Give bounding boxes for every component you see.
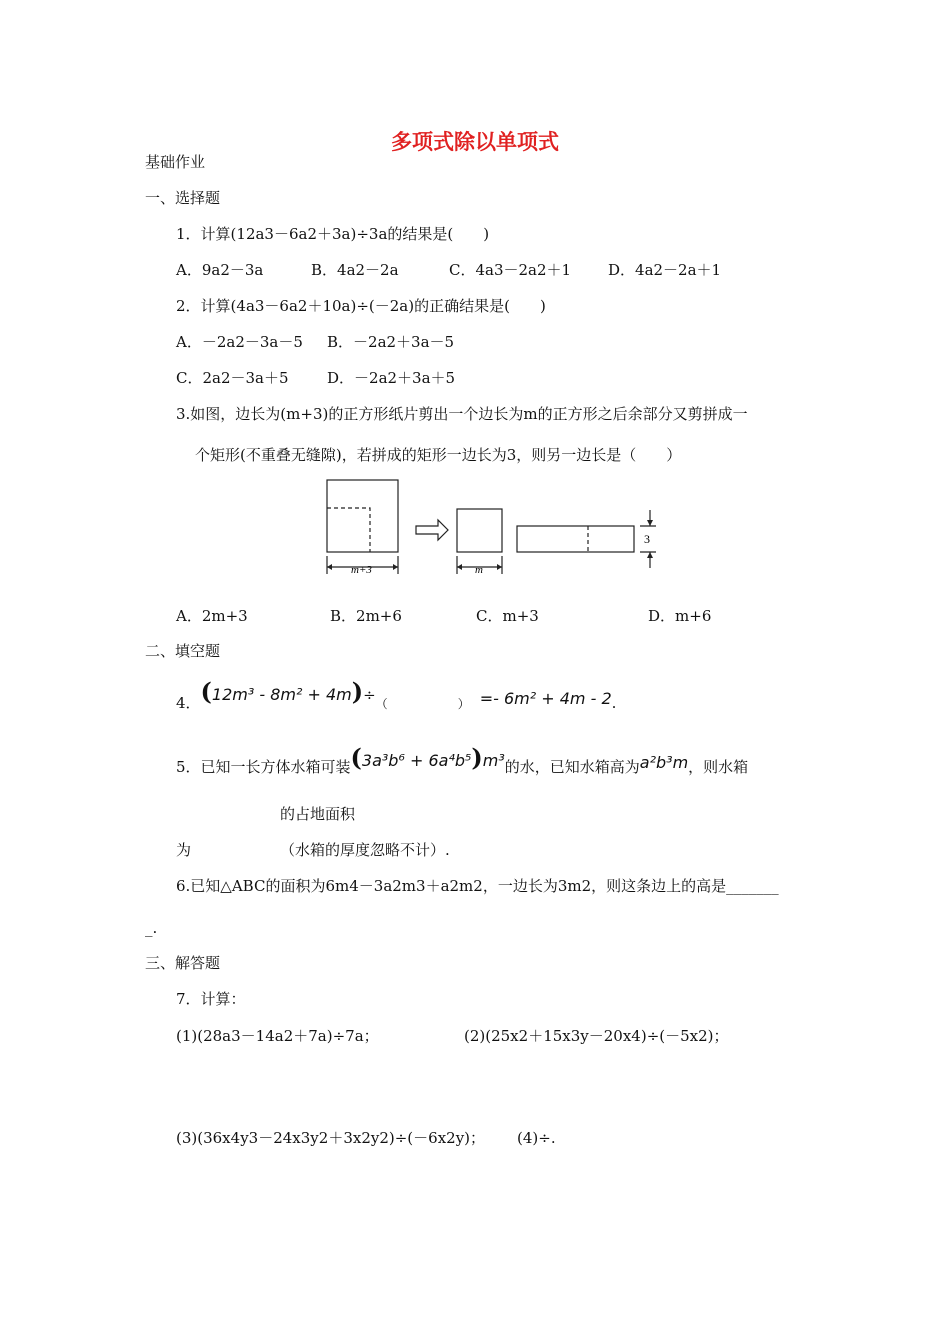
q7-part3: (3)(36x4y3－24x3y2＋3x2y2)÷(－6x2y)； (176, 1129, 486, 1147)
q4-divide-sign: ÷ (363, 686, 376, 704)
q7-part2: (2)(25x2＋15x3y－20x4)÷(－5x2)； (464, 1027, 729, 1045)
q2-option-b: B．－2a2＋3a－5 (327, 333, 455, 351)
q5-volume-expr: 3a³b⁶ + 6a⁴b⁵ (361, 751, 472, 770)
q5-line3-note: （水箱的厚度忽略不计）. (280, 841, 450, 859)
figure-label-m: m (475, 564, 483, 576)
q1-option-c: C．4a3－2a2＋1 (449, 261, 572, 279)
q4-dividend: 12m³ - 8m² + 4m (211, 685, 352, 704)
q1-option-d: D．4a2－2a＋1 (608, 261, 722, 279)
q3-option-d: D．m+6 (648, 607, 712, 625)
figure-rectangle (517, 526, 634, 552)
figure-label-m-plus-3: m+3 (351, 564, 372, 576)
q1-stem: 1．计算(12a3－6a2＋3a)÷3a的结果是( ) (176, 225, 490, 243)
q4-line: 4．(12m³ - 8m² + 4m)÷（ ） =- 6m² + 4m - 2. (176, 677, 617, 712)
q4-close-paren: ） (457, 697, 470, 711)
figure-dashed-cut (327, 508, 370, 552)
q7-part1: (1)(28a3－14a2＋7a)÷7a； (176, 1027, 379, 1045)
section-basic: 基础作业 (145, 153, 206, 171)
q3-option-b: B．2m+6 (330, 607, 402, 625)
q3-option-a: A．2m+3 (176, 607, 248, 625)
q1-option-b: B．4a2－2a (311, 261, 399, 279)
q5-middle: 的水，已知水箱高为 (504, 758, 640, 776)
q5-line2: 的占地面积 (280, 805, 356, 823)
figure-small-square (457, 509, 502, 552)
q6-line1: 6.已知△ABC的面积为6m4－3a2m3＋a2m2，一边长为3m2，则这条边上的高是_______ (176, 877, 779, 895)
q3-figure (320, 474, 670, 580)
section-fill-heading: 二、填空题 (145, 642, 221, 660)
q2-stem: 2．计算(4a3－6a2＋10a)÷(－2a)的正确结果是( ) (176, 297, 546, 315)
q4-period: . (611, 694, 617, 712)
q5-volume-unit: m³ (482, 751, 505, 770)
q3-option-c: C．m+3 (476, 607, 539, 625)
q2-option-d: D．－2a2＋3a＋5 (327, 369, 456, 387)
q2-option-a: A．－2a2－3a－5 (176, 333, 303, 351)
q5-height-expr: a²b³m (639, 753, 689, 772)
q5-line3-prefix: 为 (176, 841, 192, 859)
q5-line1: 5．已知一长方体水箱可装(3a³b⁶ + 6a⁴b⁵)m³的水，已知水箱高为a²b³m，则水箱 (176, 743, 749, 776)
q3-stem-line2: 个矩形(不重叠无缝隙)，若拼成的矩形一边长为3，则另一边长是（ ） (195, 446, 682, 464)
figure-big-square (327, 480, 398, 552)
q6-line2: _. (145, 919, 158, 937)
q3-stem-line1: 3.如图，边长为(m+3)的正方形纸片剪出一个边长为m的正方形之后余部分又剪拼成一 (176, 405, 748, 423)
q5-suffix: ，则水箱 (688, 758, 749, 776)
q7-stem: 7．计算： (176, 990, 246, 1008)
section-solve-heading: 三、解答题 (145, 954, 221, 972)
q4-open-paren: （ (375, 697, 388, 711)
q2-option-c: C．2a2－3a＋5 (176, 369, 289, 387)
figure-arrow-shape (416, 520, 448, 540)
q5-prefix: 5．已知一长方体水箱可装 (176, 758, 351, 776)
q4-number: 4． (176, 694, 201, 712)
figure-label-3: 3 (644, 532, 650, 546)
q1-option-a: A．9a2－3a (176, 261, 264, 279)
q4-quotient: =- 6m² + 4m - 2 (479, 689, 612, 708)
page-title: 多项式除以单项式 (391, 130, 559, 154)
section-choice-heading: 一、选择题 (145, 189, 221, 207)
q7-part4: (4)÷. (517, 1129, 556, 1147)
